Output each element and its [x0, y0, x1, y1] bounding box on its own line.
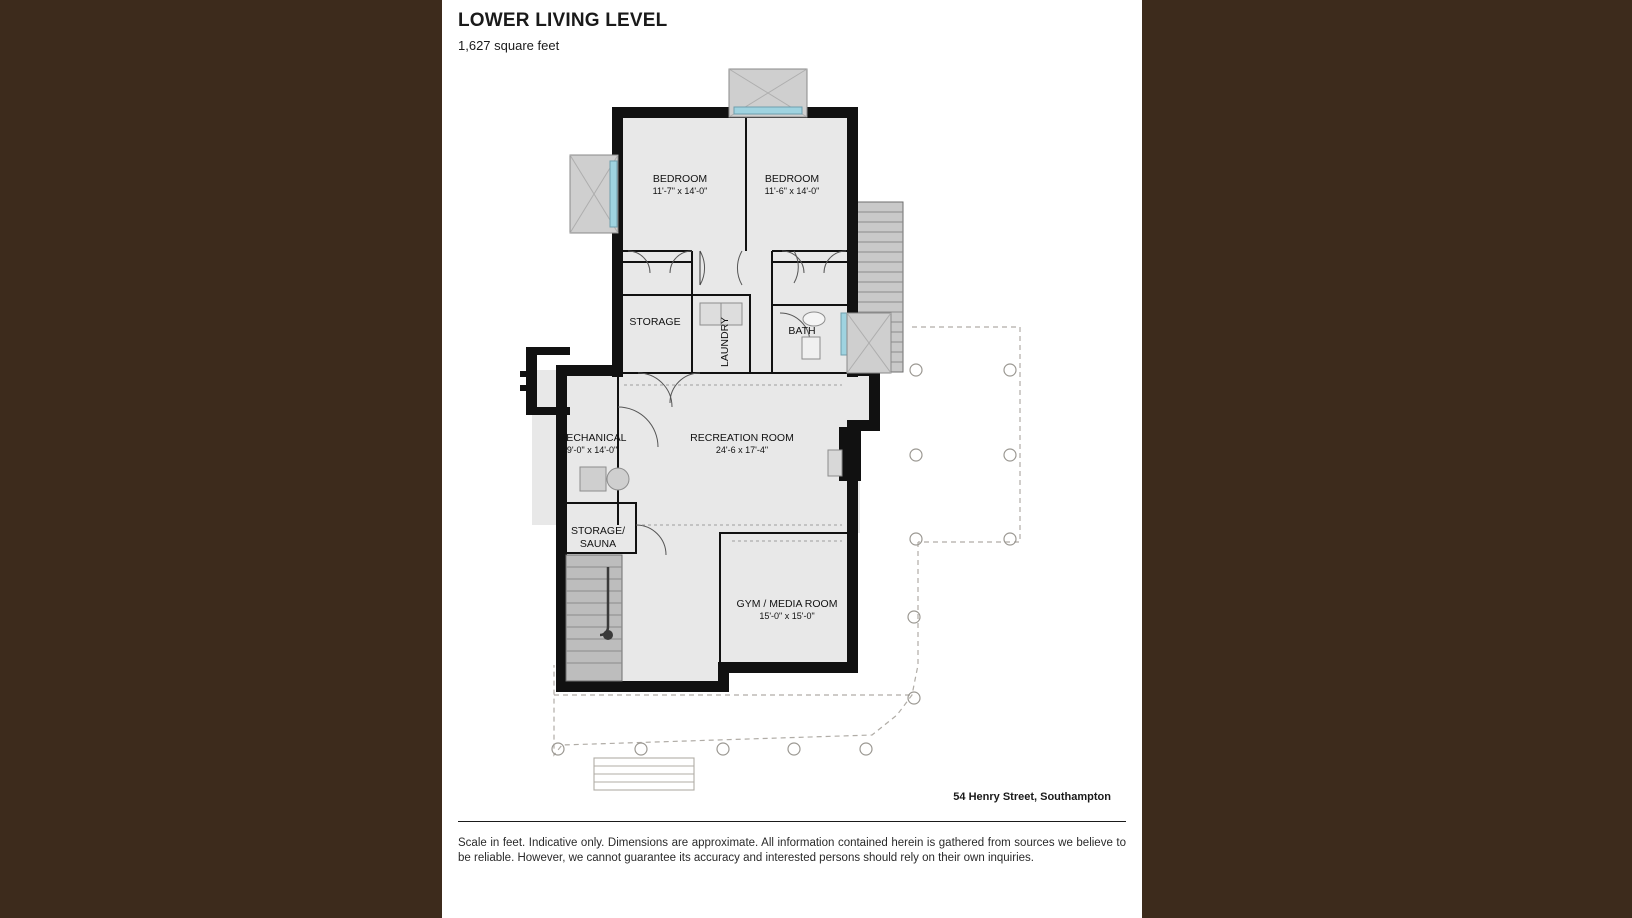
room-label-storage: STORAGE — [629, 316, 681, 328]
room-label-gym-media-room: GYM / MEDIA ROOM 15'-0" x 15'-0" — [736, 598, 838, 621]
room-label-bedroom-2: BEDROOM 11'-6" x 14'-0" — [764, 173, 820, 196]
property-address: 54 Henry Street, Southampton — [953, 791, 1111, 803]
room-label-storage-sauna: STORAGE/ SAUNA — [570, 525, 626, 550]
stair-lower-left — [566, 555, 622, 681]
floor-plan-page — [442, 0, 1142, 918]
deck-steps — [594, 758, 694, 790]
page-title: LOWER LIVING LEVEL — [458, 10, 668, 31]
floor-plan-svg — [442, 55, 1142, 795]
floor-plan-drawing — [442, 55, 1142, 795]
page-subtitle: 1,627 square feet — [458, 38, 560, 53]
footer-disclaimer: Scale in feet. Indicative only. Dimensions are approximate. All information contained herein is gathered from sources we believe to be reliable. However, we cannot guarantee its accuracy and interested persons should rely on their own inquiries. — [458, 837, 1126, 864]
room-label-mechanical: MECHANICAL 9'-0" x 14'-0" — [557, 432, 627, 455]
room-label-bedroom-1: BEDROOM 11'-7" x 14'-0" — [652, 173, 708, 196]
footer-divider — [458, 821, 1126, 822]
room-label-laundry: LAUNDRY — [719, 317, 731, 367]
room-label-recreation-room: RECREATION ROOM 24'-6 x 17'-4" — [690, 432, 794, 455]
room-label-bath: BATH — [788, 325, 816, 337]
